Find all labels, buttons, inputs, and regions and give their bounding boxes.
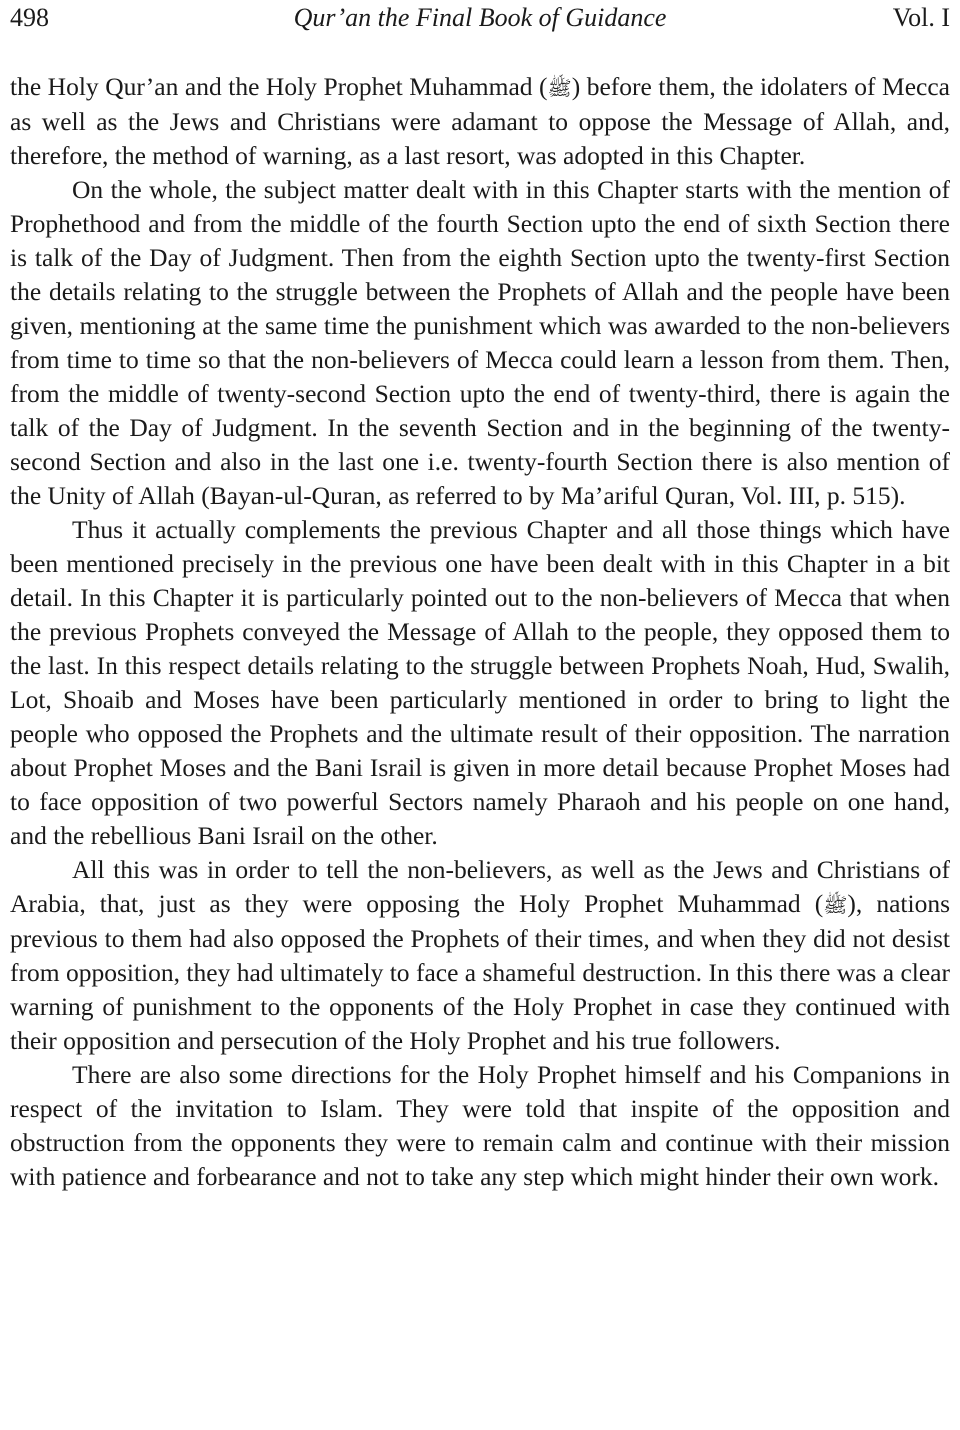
book-page <box>10 0 950 1194</box>
paragraph <box>10 513 950 853</box>
text-run: ) before them, the idolaters of Mecca as well as the Jews and Christians were adamant to oppose the Message of Allah, and, therefore, the method of warning, as a last resort, was adopted in this Chapter. <box>10 72 950 170</box>
text-run: On the whole, the subject matter dealt with in this Chapter starts with the mention of Prophethood and from the middle of the fourth Section upto the end of sixth Section there is talk of the Day of Judgment. Then from the eighth Section upto the twenty-first Section the details relating to the struggle between the Prophets of Allah and the people have been given, mentioning at the same time the punishment which was awarded to the non-believers from time to time so that the non-believers of Mecca could learn a lesson from them. Then, from the middle of twenty-second Section upto the end of twenty-third, there is again the talk of the Day of Judgment. In the seventh Section and in the beginning of the twenty-second Section and also in the last one i.e. twenty-fourth Section there is also mention of the Unity of Allah (Bayan-ul-Quran, as referred to by Ma’ariful Quran, Vol. III, p. 515). <box>10 175 950 510</box>
running-title: Qur’an the Final Book of Guidance <box>293 3 667 32</box>
salutation-glyph: ﷺ <box>823 893 848 917</box>
paragraph <box>10 173 950 513</box>
body-text <box>10 70 950 1194</box>
text-run: the Holy Qur’an and the Holy Prophet Muhammad ( <box>10 72 548 101</box>
volume-label: Vol. I <box>892 3 950 32</box>
page-number: 498 <box>10 3 49 32</box>
text-run: There are also some directions for the Holy Prophet himself and his Companions in respect of the invitation to Islam. They were told that inspite of the opposition and obstruction from the opponents they were to remain calm and continue with their mission with patience and forbearance and not to take any step which might hinder their own work. <box>10 1060 950 1191</box>
running-header <box>10 0 950 40</box>
paragraph <box>10 853 950 1058</box>
text-run: ), nations previous to them had also opposed the Prophets of their times, and when they did not desist from opposition, they had ultimately to face a shameful destruction. In this there was a clear warning of punishment to the opponents of the Holy Prophet in case they continued with their opposition and persecution of the Holy Prophet and his true followers. <box>10 889 951 1055</box>
text-run: All this was in order to tell the non-believers, as well as the Jews and Christians of Arabia, that, just as they were opposing the Holy Prophet Muhammad ( <box>10 855 950 918</box>
paragraph <box>10 1058 950 1194</box>
salutation-glyph: ﷺ <box>547 76 572 100</box>
paragraph <box>10 70 950 173</box>
text-run: Thus it actually complements the previous Chapter and all those things which have been mentioned precisely in the previous one have been dealt with in this Chapter in a bit detail. In this Chapter it is particularly pointed out to the non-believers of Mecca that when the previous Prophets conveyed the Message of Allah to the people, they opposed them to the last. In this respect details relating to the struggle between Prophets Noah, Hud, Swalih, Lot, Shoaib and Moses have been particularly mentioned in order to bring to light the people who opposed the Prophets and the ultimate result of their opposition. The narration about Prophet Moses and the Bani Israil is given in more detail because Prophet Moses had to face opposition of two powerful Sectors namely Pharaoh and his people on one hand, and the rebellious Bani Israil on the other. <box>10 515 950 850</box>
